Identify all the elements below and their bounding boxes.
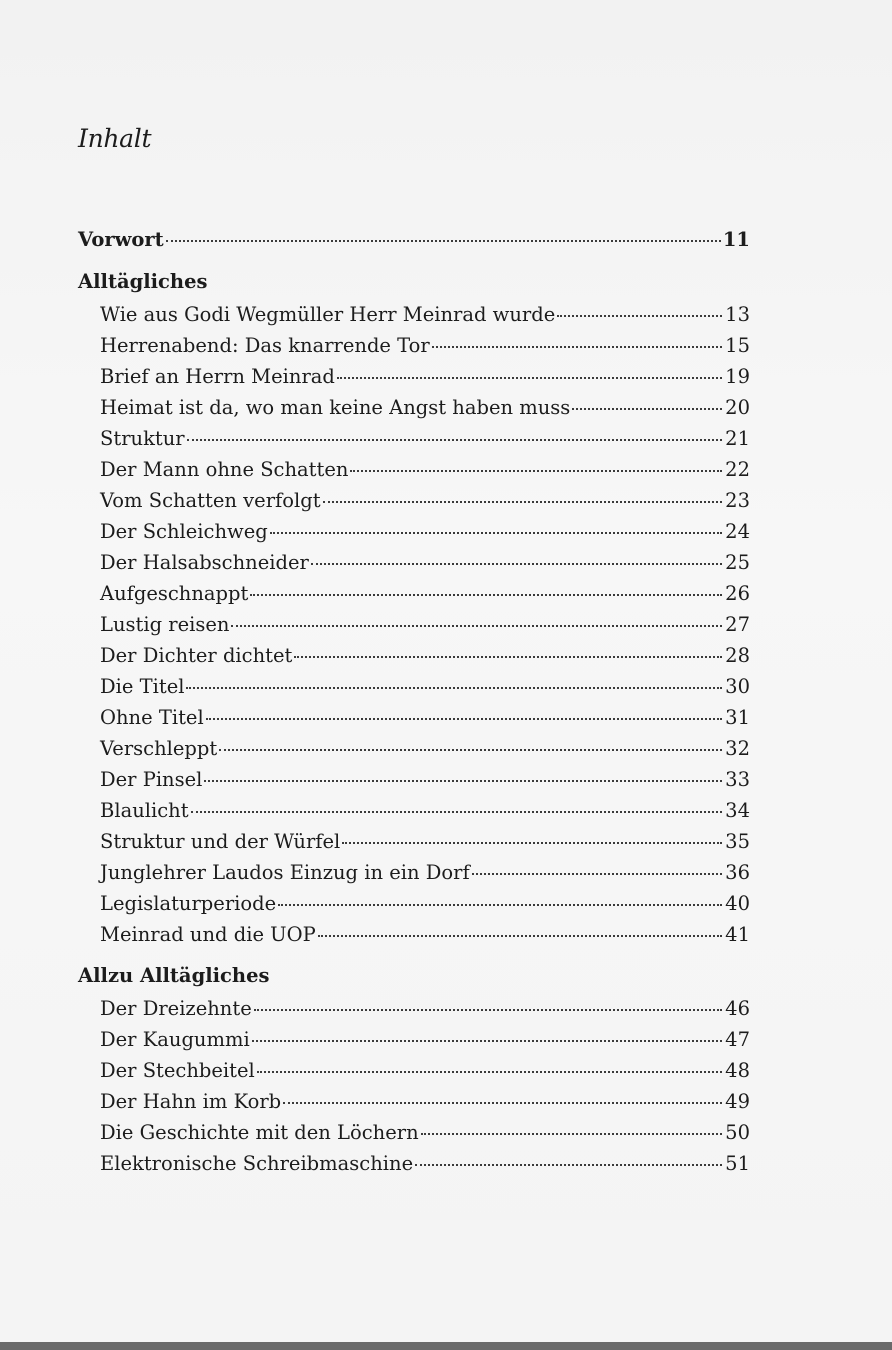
dot-leader [572, 388, 722, 410]
toc-entry-label: Vom Schatten verfolgt [100, 488, 321, 512]
toc-entry-label: Der Mann ohne Schatten [100, 457, 349, 481]
toc-entry-page: 50 [725, 1120, 750, 1144]
toc-entry-label: Lustig reisen [100, 612, 230, 636]
toc-entry-page: 32 [725, 736, 750, 760]
section-heading: Allzu Alltägliches [78, 964, 270, 987]
toc-entry [100, 764, 750, 792]
toc-entry-page: 27 [725, 612, 750, 636]
dot-leader [337, 357, 722, 379]
toc-entry [100, 733, 750, 761]
toc-entry [100, 1024, 750, 1052]
dot-leader [191, 791, 722, 813]
dot-leader [432, 326, 722, 348]
toc-entry-page: 41 [725, 922, 750, 946]
toc-entry-label: Struktur und der Würfel [100, 829, 341, 853]
toc-entry-label: Der Dreizehnte [100, 996, 252, 1020]
dot-leader [257, 1051, 722, 1073]
toc-entry [100, 547, 750, 575]
toc-entry-label: Blaulicht [100, 798, 189, 822]
toc-entry [100, 299, 750, 327]
toc-entry [100, 795, 750, 823]
toc-entry-page: 11 [722, 227, 750, 251]
toc-entry [100, 640, 750, 668]
toc-entry [100, 1055, 750, 1083]
dot-leader [311, 543, 722, 565]
toc-entry-label: Elektronische Schreibmaschine [100, 1151, 414, 1175]
toc-entry [100, 826, 750, 854]
toc-entry-label: Meinrad und die UOP [100, 922, 316, 946]
toc-entry-label: Wie aus Godi Wegmüller Herr Meinrad wurde [100, 302, 556, 326]
toc-entry [100, 392, 750, 420]
dot-leader [250, 574, 722, 596]
dot-leader [278, 884, 722, 906]
dot-leader [186, 667, 722, 689]
toc-entry-page: 13 [725, 302, 750, 326]
dot-leader [270, 512, 722, 534]
toc-entry [100, 857, 750, 885]
toc-entry-label: Die Titel [100, 674, 185, 698]
dot-leader [342, 822, 722, 844]
toc-entry-page: 23 [725, 488, 750, 512]
toc-entry-page: 24 [725, 519, 750, 543]
dot-leader [557, 295, 722, 317]
toc-entry [100, 330, 750, 358]
toc-entry-page: 25 [725, 550, 750, 574]
toc-entry-page: 22 [725, 457, 750, 481]
toc-entry-label: Der Stechbeitel [100, 1058, 255, 1082]
toc-entry-label: Legislaturperiode [100, 891, 277, 915]
toc-entry-page: 51 [725, 1151, 750, 1175]
toc-entry-label: Ohne Titel [100, 705, 204, 729]
toc-entry-page: 35 [725, 829, 750, 853]
toc-entry [100, 993, 750, 1021]
toc-entry-preface [78, 224, 750, 252]
toc-entry [100, 1148, 750, 1176]
toc-entry [100, 1086, 750, 1114]
dot-leader [204, 760, 722, 782]
toc-entry [100, 578, 750, 606]
toc-entry-page: 28 [725, 643, 750, 667]
toc-entry-page: 20 [725, 395, 750, 419]
toc-entry-page: 30 [725, 674, 750, 698]
toc-entry-page: 47 [725, 1027, 750, 1051]
toc-entry-label: Der Schleichweg [100, 519, 268, 543]
section-heading: Alltägliches [78, 270, 208, 293]
toc-entry-label: Aufgeschnappt [100, 581, 249, 605]
dot-leader [254, 989, 722, 1011]
toc-entry-label: Verschleppt [100, 736, 218, 760]
toc-entry-page: 19 [725, 364, 750, 388]
toc-entry-label: Herrenabend: Das knarrende Tor [100, 333, 430, 357]
dot-leader [187, 419, 722, 441]
toc-entry-page: 34 [725, 798, 750, 822]
toc-entry-label: Vorwort [78, 227, 164, 251]
toc-entry [100, 919, 750, 947]
toc-entry [100, 888, 750, 916]
dot-leader [206, 698, 722, 720]
dot-leader [219, 729, 722, 751]
toc-entry-page: 26 [725, 581, 750, 605]
page-edge [0, 1342, 892, 1350]
toc-title: Inhalt [78, 124, 152, 153]
dot-leader [252, 1020, 722, 1042]
dot-leader [283, 1082, 722, 1104]
toc-entry [100, 361, 750, 389]
toc-entry-page: 21 [725, 426, 750, 450]
toc-entry-page: 46 [725, 996, 750, 1020]
toc-entry-label: Der Halsabschneider [100, 550, 309, 574]
toc-entry [100, 485, 750, 513]
toc-entry [100, 702, 750, 730]
toc-entry-page: 40 [725, 891, 750, 915]
toc-entry [100, 516, 750, 544]
dot-leader [323, 481, 722, 503]
toc-entry-label: Heimat ist da, wo man keine Angst haben muss [100, 395, 571, 419]
toc-entry-label: Der Dichter dichtet [100, 643, 293, 667]
dot-leader [472, 853, 722, 875]
toc-entry [100, 1117, 750, 1145]
toc-entry-page: 31 [725, 705, 750, 729]
toc-entry-page: 36 [725, 860, 750, 884]
dot-leader [231, 605, 722, 627]
toc-entry-label: Der Kaugummi [100, 1027, 250, 1051]
toc-entry-page: 49 [725, 1089, 750, 1113]
dot-leader [350, 450, 722, 472]
toc-entry-page: 48 [725, 1058, 750, 1082]
toc-entry [100, 609, 750, 637]
dot-leader [421, 1113, 722, 1135]
toc-entry [100, 454, 750, 482]
toc-entry [100, 423, 750, 451]
toc-entry-label: Der Pinsel [100, 767, 203, 791]
dot-leader [415, 1144, 722, 1166]
toc-entry-page: 33 [725, 767, 750, 791]
toc-entry-label: Der Hahn im Korb [100, 1089, 282, 1113]
toc-entry-page: 15 [725, 333, 750, 357]
dot-leader [166, 220, 721, 242]
toc-entry [100, 671, 750, 699]
dot-leader [318, 915, 722, 937]
toc-entry-label: Struktur [100, 426, 185, 450]
toc-entry-label: Die Geschichte mit den Löchern [100, 1120, 419, 1144]
toc-entry-label: Brief an Herrn Meinrad [100, 364, 335, 388]
toc-entry-label: Junglehrer Laudos Einzug in ein Dorf [100, 860, 470, 884]
dot-leader [294, 636, 722, 658]
